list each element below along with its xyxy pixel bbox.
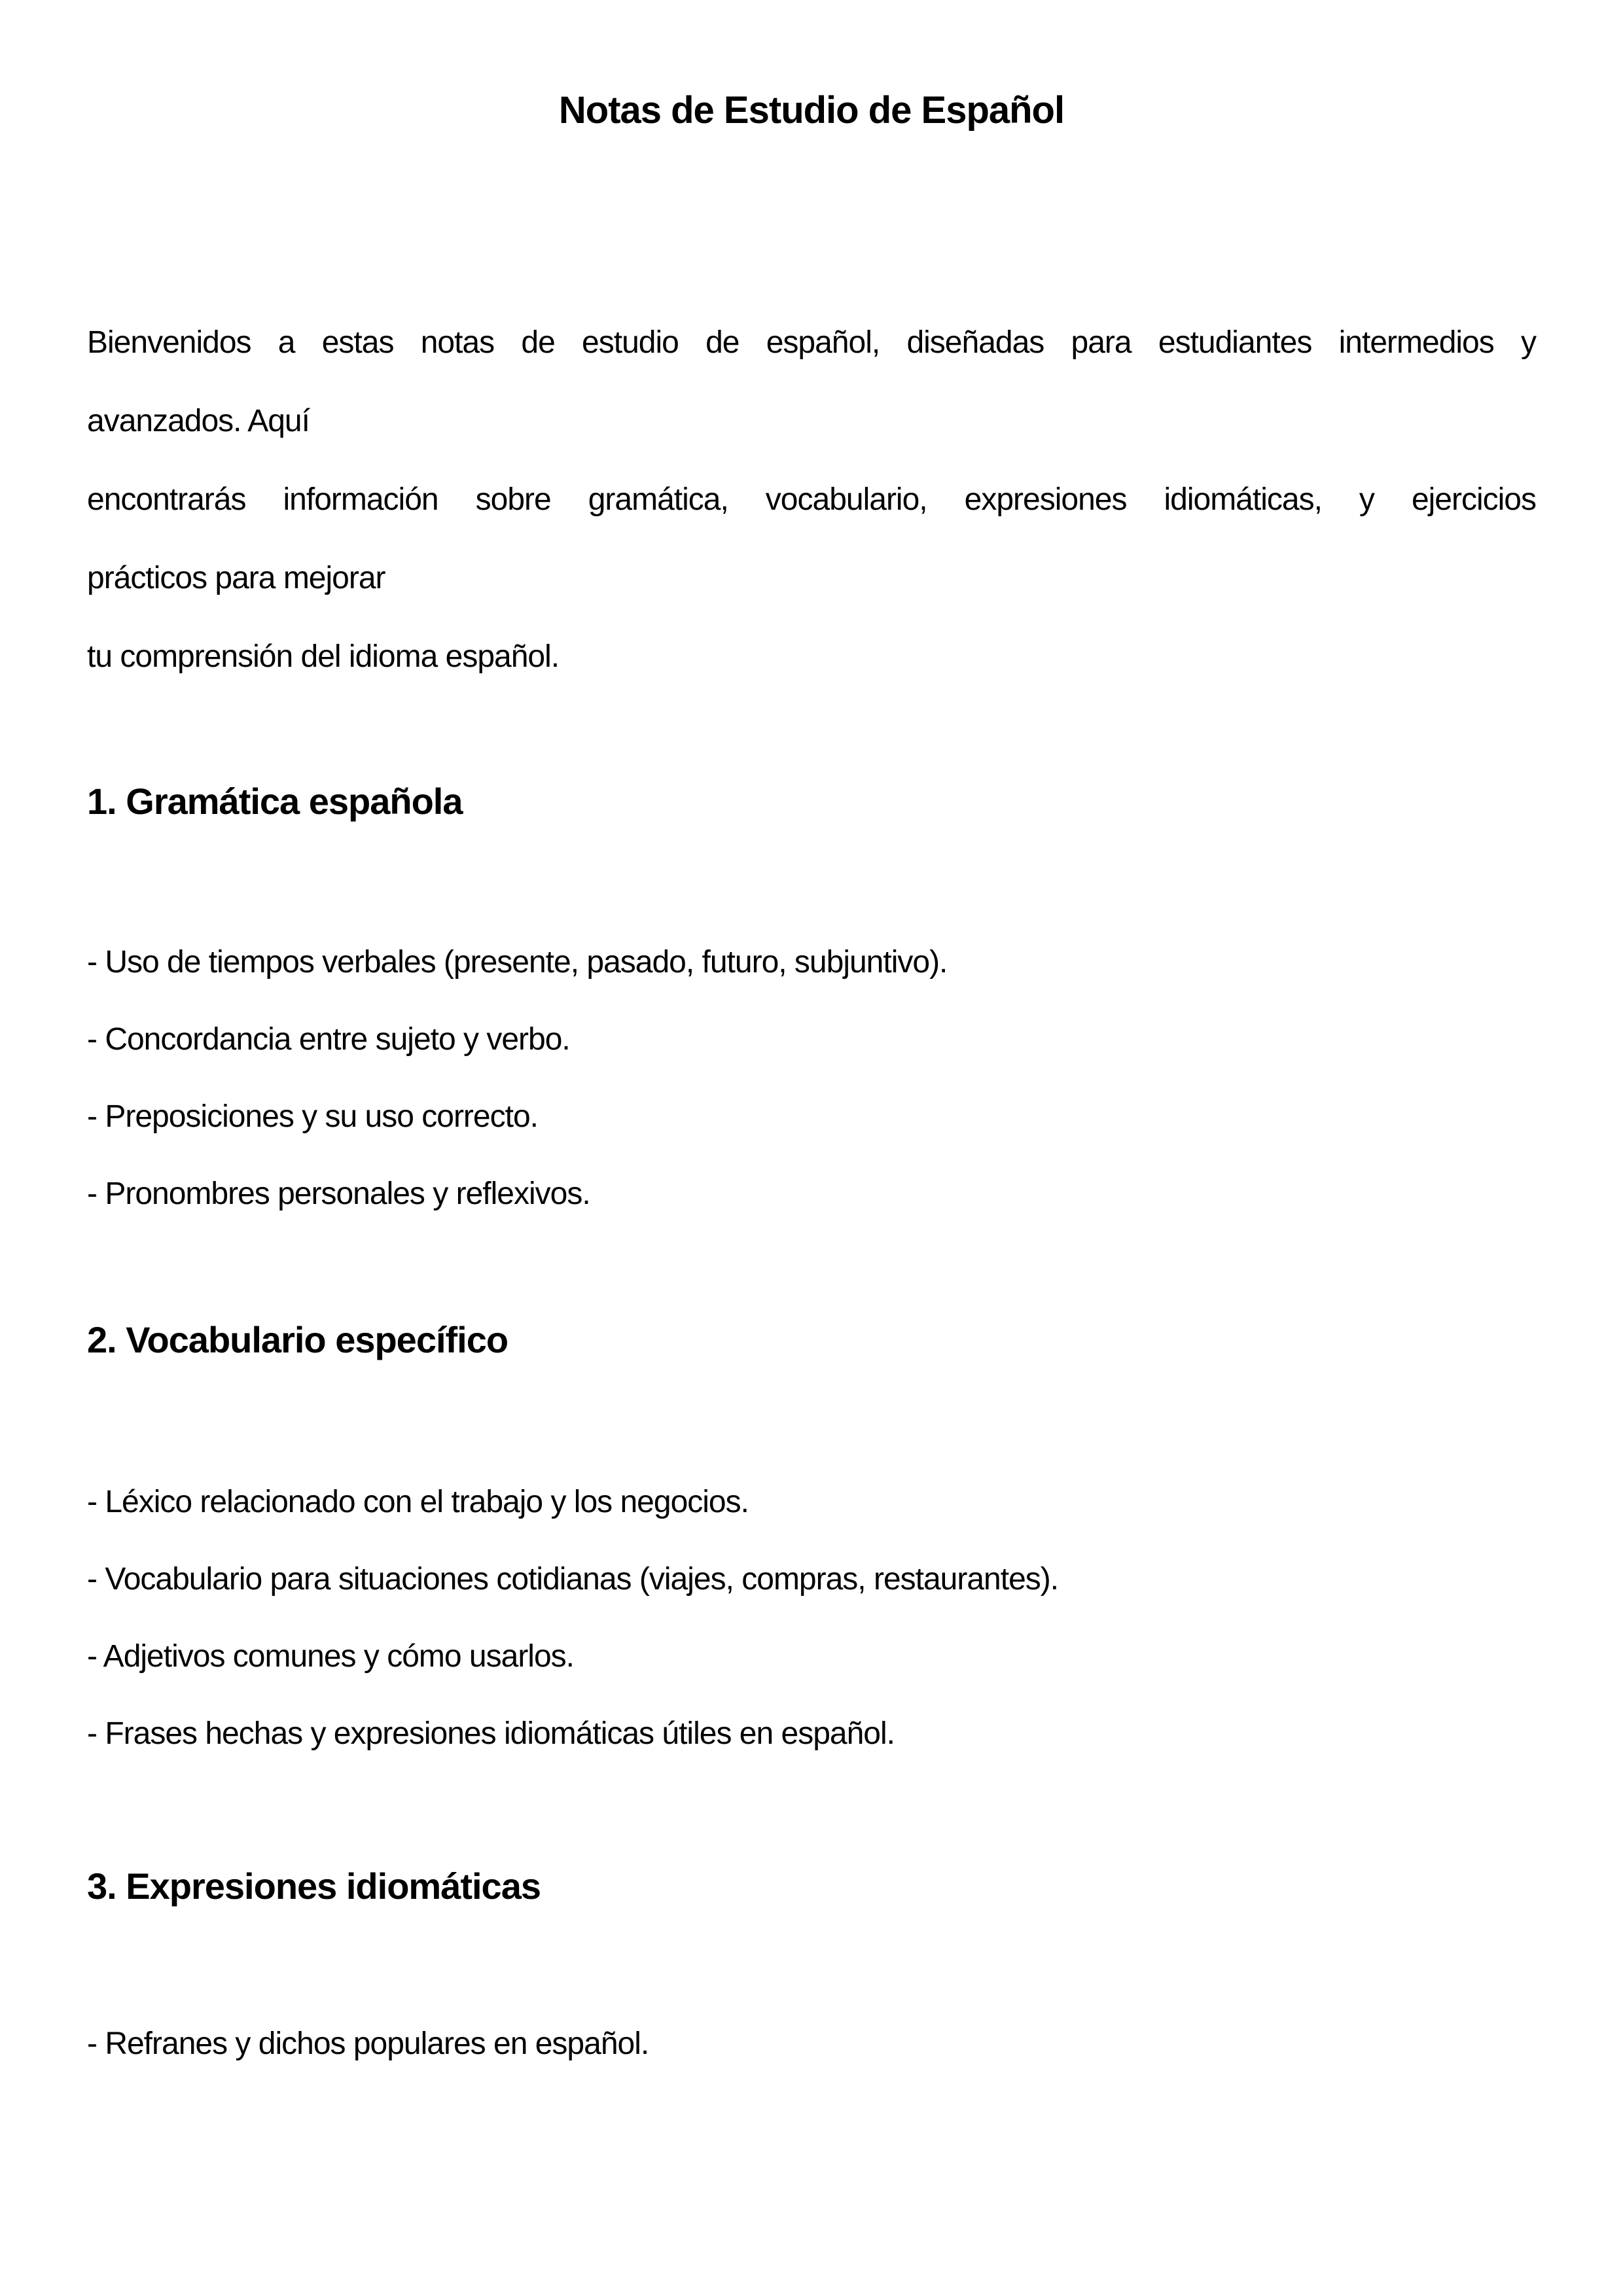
section-heading-expresiones: 3. Expresiones idiomáticas [87,1865,541,1907]
bullet-item: - Vocabulario para situaciones cotidianas (viajes, compras, restaurantes). [87,1562,1059,1597]
intro-paragraph [87,304,1536,696]
bullet-item: - Preposiciones y su uso correcto. [87,1099,538,1134]
bullet-item: - Léxico relacionado con el trabajo y los negocios. [87,1485,749,1519]
section-heading-vocabulario: 2. Vocabulario específico [87,1319,508,1360]
intro-line: tu comprensión del idioma español. [87,639,560,674]
bullet-item: - Frases hechas y expresiones idiomáticas útiles en español. [87,1716,895,1751]
bullet-item: - Pronombres personales y reflexivos. [87,1176,590,1211]
intro-line: Bienvenidos a estas notas de estudio de español, diseñadas para estudiantes intermedios y [87,325,1536,360]
section-heading-gramatica: 1. Gramática española [87,781,463,822]
intro-line: prácticos para mejorar [87,561,385,595]
section-bullets-gramatica [87,924,1536,1233]
bullet-item: - Uso de tiempos verbales (presente, pasado, futuro, subjuntivo). [87,945,948,980]
section-bullets-expresiones [87,2005,1536,2083]
bullet-item: - Adjetivos comunes y cómo usarlos. [87,1639,574,1674]
intro-line: avanzados. Aquí [87,404,310,438]
bullet-item: - Concordancia entre sujeto y verbo. [87,1022,570,1057]
section-bullets-vocabulario [87,1464,1536,1773]
page-title: Notas de Estudio de Español [558,89,1065,132]
intro-line: encontrarás información sobre gramática, vocabulario, expresiones idiomáticas, y ejercicios [87,482,1536,517]
bullet-item: - Refranes y dichos populares en español. [87,2026,649,2061]
